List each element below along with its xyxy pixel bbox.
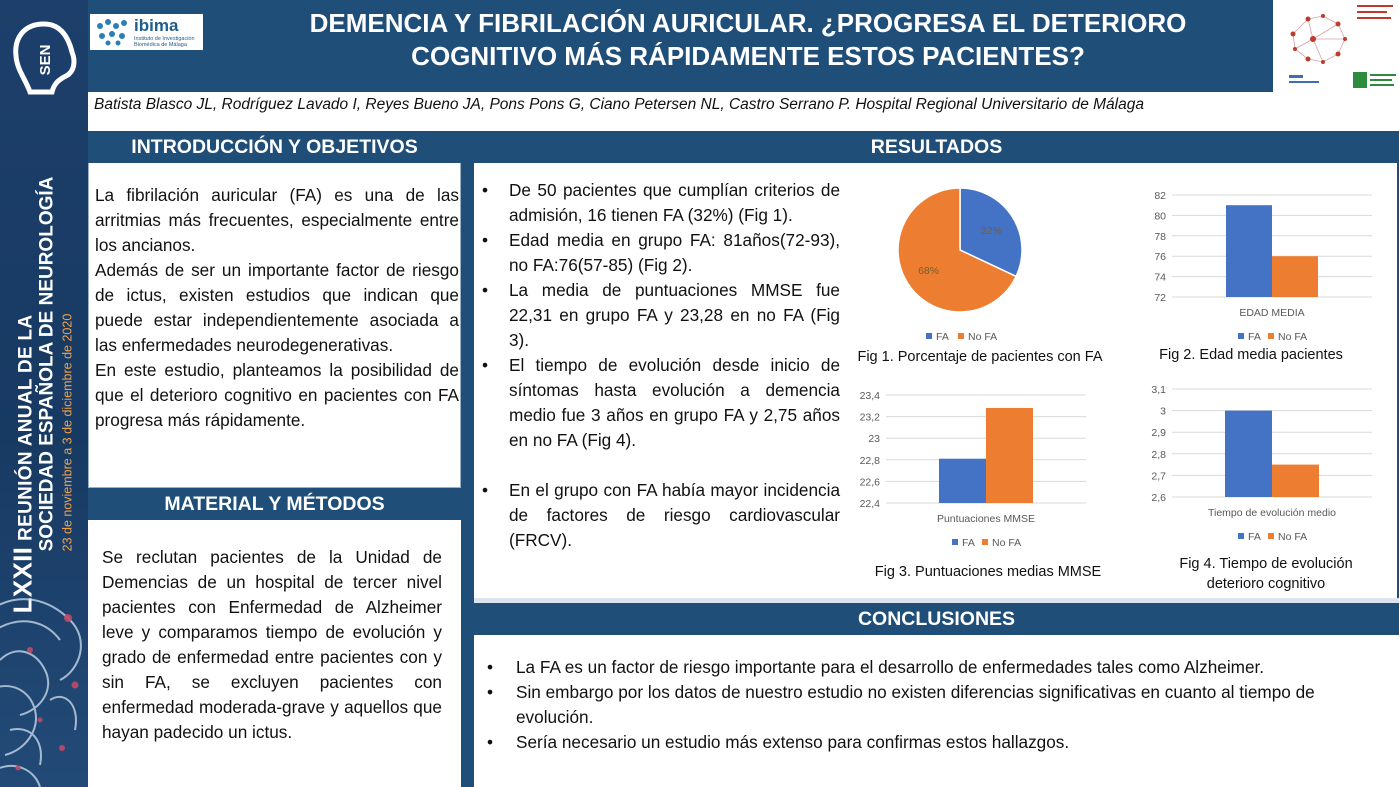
partner-logos	[1273, 0, 1399, 92]
congress-dates: 23 de noviembre a 3 de diciembre de 2020	[60, 313, 75, 552]
results-list	[482, 178, 840, 553]
pie-data-label: 68%	[918, 264, 940, 277]
congress-edition: LXXII	[7, 546, 38, 614]
congress-side-banner	[0, 0, 88, 787]
methods-body: Se reclutan pacientes de la Unidad de Demencias de un hospital de tercer nivel pacientes con Enfermedad de Alzheimer leve y comparamos tiempo de evolución y grado de enfermedad entre pacientes con y sin FA, se excluyen pacientes con enfermedad moderada-grave y aquellos que hayan padecido un ictus.	[102, 547, 442, 742]
junta-andalucia-logo	[1353, 70, 1397, 90]
bar-fa	[1226, 205, 1272, 297]
y-tick-label: 74	[1154, 271, 1166, 284]
bar-fa	[939, 459, 986, 503]
results-item: • De 50 pacientes que cumplían criterios de admisión, 16 tienen FA (32%) (Fig 1).	[482, 178, 840, 228]
y-tick-label: 76	[1154, 251, 1166, 264]
y-tick-label: 3	[1160, 405, 1166, 418]
section-heading-results: RESULTADOS	[474, 131, 1399, 163]
legend-swatch	[1268, 333, 1274, 339]
bar-chart-mean-age	[1140, 186, 1370, 346]
legend-label: No FA	[968, 331, 998, 343]
pie-data-label: 32%	[980, 225, 1002, 238]
y-tick-label: 2,7	[1151, 470, 1166, 483]
pie-chart-fa-percentage	[884, 182, 1054, 352]
x-category-label: Tiempo de evolución medio	[1207, 507, 1337, 519]
y-tick-label: 2,9	[1151, 427, 1166, 440]
legend-label: FA	[936, 331, 949, 343]
intro-paragraph: Además de ser un importante factor de riesgo de ictus, existen estudios que indican que puede estar independientemente asociada a las enfermedades neurodegenerativas.	[95, 260, 459, 355]
congress-title-text1: REUNIÓN ANUAL DE LA	[15, 314, 37, 541]
y-tick-label: 23,2	[859, 411, 880, 424]
bar-no-fa	[1272, 256, 1318, 297]
bar-no-fa	[1272, 465, 1319, 497]
bar-chart-svg	[848, 386, 1098, 556]
y-tick-label: 82	[1154, 190, 1166, 202]
column-divider	[461, 131, 474, 787]
bar-chart-svg	[1140, 186, 1370, 346]
poster-header	[88, 0, 1273, 86]
legend-label: No FA	[1278, 531, 1308, 543]
sen-logo-text: SEN	[37, 44, 54, 76]
unit-logo-small	[1289, 72, 1325, 88]
y-tick-label: 72	[1154, 292, 1166, 304]
congress-title-line1	[7, 177, 38, 614]
network-brain-logo	[1283, 4, 1353, 74]
poster-title	[228, 7, 1268, 73]
legend-label: No FA	[992, 537, 1022, 549]
bar-chart-mmse	[848, 386, 1098, 556]
y-tick-label: 22,4	[859, 498, 880, 510]
x-category-label: EDAD MEDIA	[1239, 307, 1305, 319]
y-tick-label: 23,4	[859, 390, 880, 402]
ibima-logo-subtitle: Instituto de Investigación Biomédica de Málaga	[134, 36, 195, 48]
sen-logo	[8, 18, 80, 98]
legend-label: FA	[1248, 531, 1261, 543]
legend-swatch	[1238, 333, 1244, 339]
hospital-logo-text	[1357, 2, 1397, 26]
section-heading-intro: INTRODUCCIÓN Y OBJETIVOS	[88, 131, 461, 163]
pie-chart-svg	[884, 182, 1054, 352]
y-tick-label: 80	[1154, 210, 1166, 223]
figure-caption: Fig 2. Edad media pacientes	[1159, 347, 1343, 363]
legend-swatch	[982, 539, 988, 545]
figure-caption: Fig 3. Puntuaciones medias MMSE	[874, 564, 1102, 580]
legend-label: FA	[1248, 331, 1261, 343]
section-heading-conclusions: CONCLUSIONES	[474, 603, 1399, 635]
legend-swatch	[952, 539, 958, 545]
brain-illustration	[0, 590, 88, 787]
conclusions-item: • La FA es un factor de riesgo importante para el desarrollo de enfermedades tales como Alzheimer.	[487, 655, 1387, 680]
y-tick-label: 3,1	[1151, 384, 1166, 396]
bar-chart-svg	[1140, 380, 1370, 550]
y-tick-label: 2,6	[1151, 492, 1166, 504]
poster-title-line2: COGNITIVO MÁS RÁPIDAMENTE ESTOS PACIENTES?	[411, 41, 1085, 71]
y-tick-label: 23	[868, 433, 880, 446]
conclusions-list	[487, 655, 1387, 755]
x-category-label: Puntuaciones MMSE	[936, 513, 1036, 525]
legend-label: FA	[962, 537, 975, 549]
header-underline	[88, 86, 1273, 92]
bar-chart-evolution-time	[1140, 380, 1370, 550]
intro-body	[95, 183, 459, 433]
ibima-logo	[90, 14, 203, 50]
y-tick-label: 22,6	[859, 476, 880, 489]
legend-label: No FA	[1278, 331, 1308, 343]
y-tick-label: 78	[1154, 230, 1166, 243]
conclusions-item: • Sería necesario un estudio más extenso para confirmas estos hallazgos.	[487, 730, 1387, 755]
ibima-logo-mark	[92, 14, 134, 50]
bar-fa	[1225, 411, 1272, 497]
legend-swatch	[926, 333, 932, 339]
legend-swatch	[1268, 533, 1274, 539]
figure-caption: Fig 1. Porcentaje de pacientes con FA	[857, 349, 1103, 365]
conclusions-item: • Sin embargo por los datos de nuestro estudio no existen diferencias significativas en cuanto al tiempo de evolución.	[487, 680, 1387, 730]
authors-line: Batista Blasco JL, Rodríguez Lavado I, Reyes Bueno JA, Pons Pons G, Ciano Petersen NL, Castro Serrano P. Hospital Regional Universitario de Málaga	[94, 96, 1144, 113]
results-item: • Edad media en grupo FA: 81años(72-93), no FA:76(57-85) (Fig 2).	[482, 228, 840, 278]
results-item: • El tiempo de evolución desde inicio de síntomas hasta evolución a demencia medio fue 3 años en grupo FA y 2,75 años en no FA (Fig 4).	[482, 353, 840, 453]
intro-paragraph: La fibrilación auricular (FA) es una de las arritmias más frecuentes, especialmente entre los ancianos.	[95, 185, 459, 255]
legend-swatch	[958, 333, 964, 339]
bar-no-fa	[986, 408, 1033, 503]
legend-swatch	[1238, 533, 1244, 539]
results-item: • En el grupo con FA había mayor incidencia de factores de riesgo cardiovascular (FRCV).	[482, 478, 840, 553]
results-item: • La media de puntuaciones MMSE fue 22,31 en grupo FA y 23,28 en no FA (Fig 3).	[482, 278, 840, 353]
intro-paragraph: En este estudio, planteamos la posibilidad de que el deterioro cognitivo en pacientes con FA progresa más rápidamente.	[95, 360, 459, 430]
y-tick-label: 22,8	[859, 454, 880, 467]
poster-title-line1: DEMENCIA Y FIBRILACIÓN AURICULAR. ¿PROGRESA EL DETERIORO	[309, 8, 1187, 38]
figure-caption: Fig 4. Tiempo de evolución deterioro cognitivo	[1179, 556, 1353, 592]
y-tick-label: 2,8	[1151, 448, 1166, 461]
ibima-logo-word: ibima	[134, 16, 179, 35]
congress-title-line2: SOCIEDAD ESPAÑOLA DE NEUROLOGÍA	[36, 176, 58, 552]
section-heading-methods: MATERIAL Y MÉTODOS	[88, 488, 461, 520]
